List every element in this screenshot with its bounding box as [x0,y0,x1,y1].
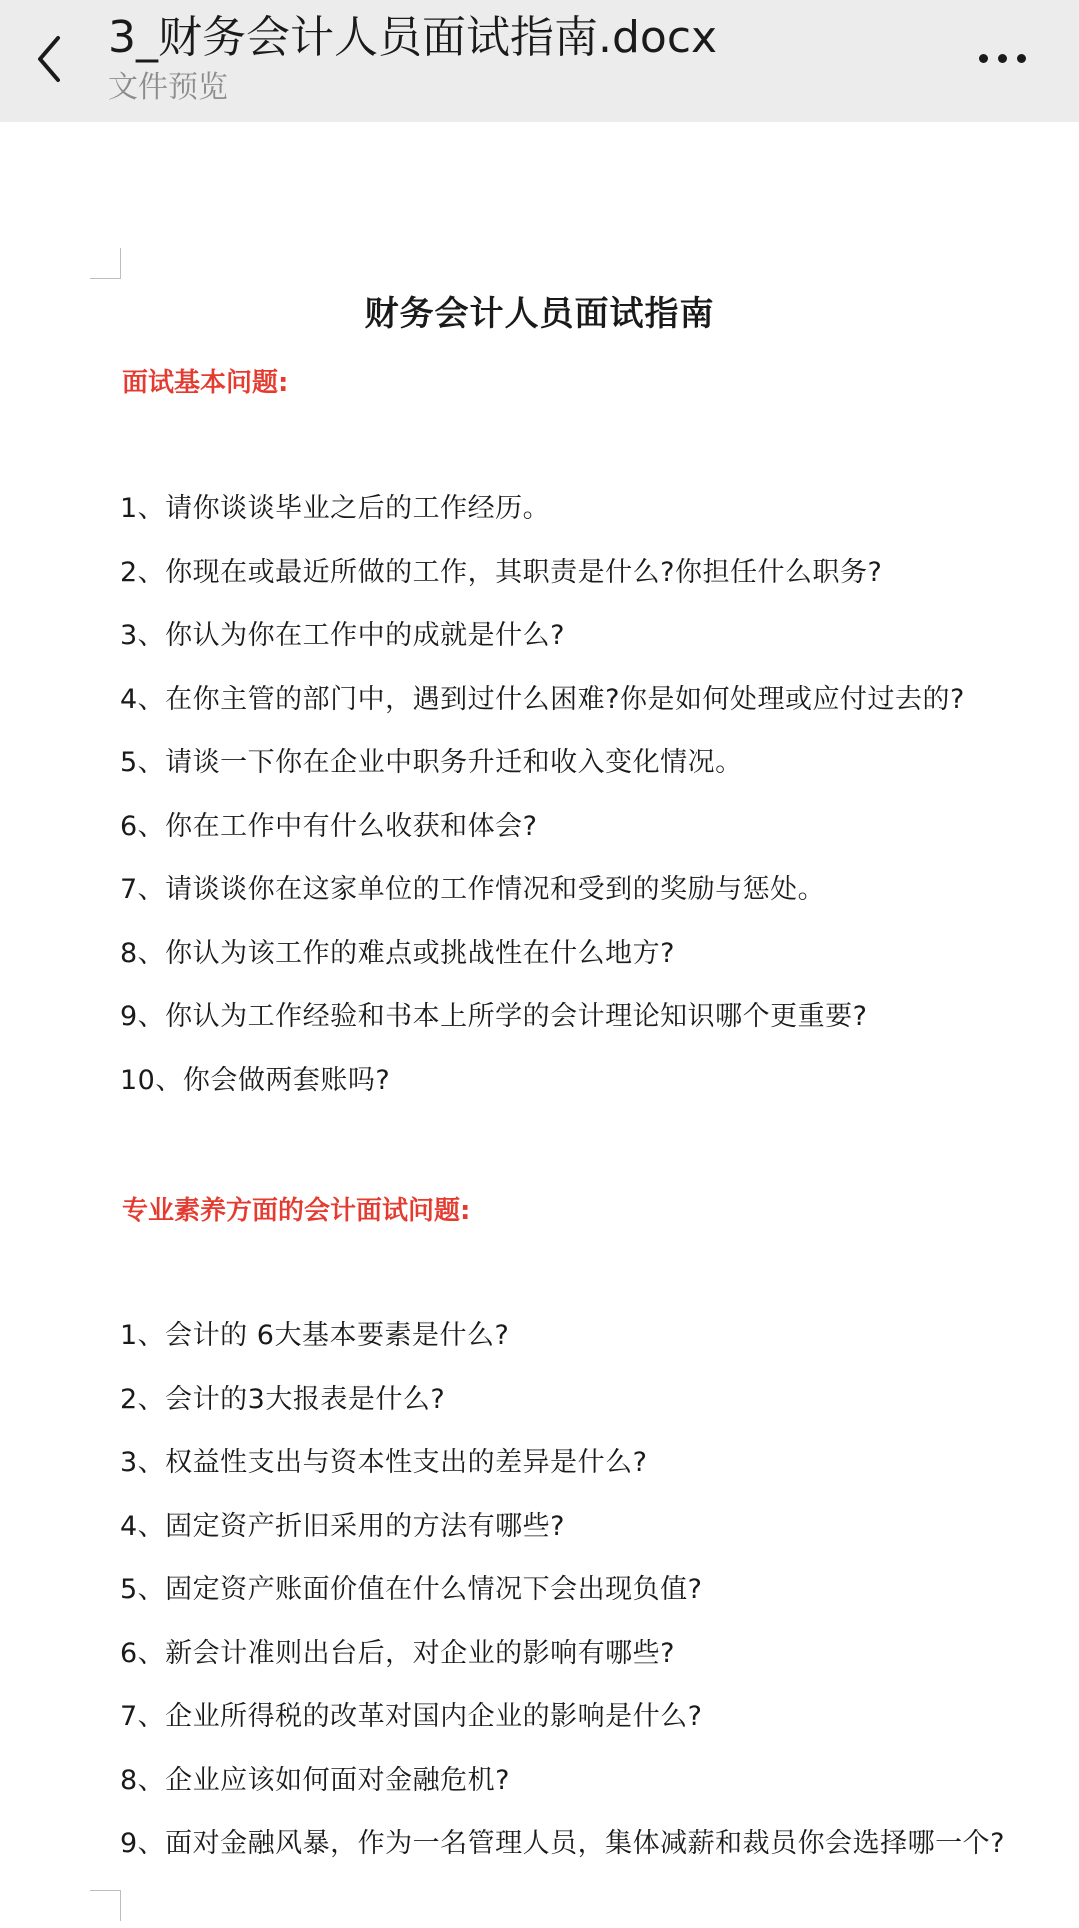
question-item: 5、固定资产账面价值在什么情况下会出现负值? [120,1574,703,1605]
page-corner-mark-top [90,248,121,279]
document-page[interactable] [0,122,1079,1928]
section-heading-professional: 专业素养方面的会计面试问题: [122,1196,471,1226]
file-preview-label: 文件预览 [108,70,228,105]
question-item: 4、固定资产折旧采用的方法有哪些? [120,1511,566,1542]
document-title: 财务会计人员面试指南 [364,294,715,334]
section-heading-basic: 面试基本问题: [122,368,289,398]
question-item: 7、请谈谈你在这家单位的工作情况和受到的奖励与惩处。 [120,874,826,905]
question-item: 10、你会做两套账吗? [120,1065,391,1096]
back-button[interactable] [24,26,80,90]
question-item: 3、你认为你在工作中的成就是什么? [120,620,566,651]
question-item: 1、请你谈谈毕业之后的工作经历。 [120,493,551,524]
more-options-button[interactable] [968,34,1038,82]
question-item: 1、会计的 6大基本要素是什么? [120,1320,510,1351]
question-item: 2、会计的3大报表是什么? [120,1384,446,1415]
file-title: 3_财务会计人员面试指南.docx [108,12,718,63]
more-horizontal-icon [979,54,988,63]
question-item: 9、你认为工作经验和书本上所学的会计理论知识哪个更重要? [120,1001,868,1032]
more-dot [998,54,1007,63]
top-bar [0,0,1079,122]
question-item: 8、企业应该如何面对金融危机? [120,1765,511,1796]
question-item: 9、面对金融风暴，作为一名管理人员，集体减薪和裁员你会选择哪一个? [120,1828,1006,1859]
question-item: 7、企业所得税的改革对国内企业的影响是什么? [120,1701,703,1732]
question-item: 6、你在工作中有什么收获和体会? [120,811,538,842]
question-item: 2、你现在或最近所做的工作，其职责是什么?你担任什么职务? [120,557,883,588]
page-corner-mark-bottom [90,1890,121,1921]
question-item: 6、新会计准则出台后，对企业的影响有哪些? [120,1638,676,1669]
more-dot [1017,54,1026,63]
question-item: 3、权益性支出与资本性支出的差异是什么? [120,1447,648,1478]
question-item: 5、请谈一下你在企业中职务升迁和收入变化情况。 [120,747,743,778]
question-item: 8、你认为该工作的难点或挑战性在什么地方? [120,938,676,969]
chevron-left-icon [34,34,64,84]
question-item: 4、在你主管的部门中，遇到过什么困难?你是如何处理或应付过去的? [120,684,965,715]
